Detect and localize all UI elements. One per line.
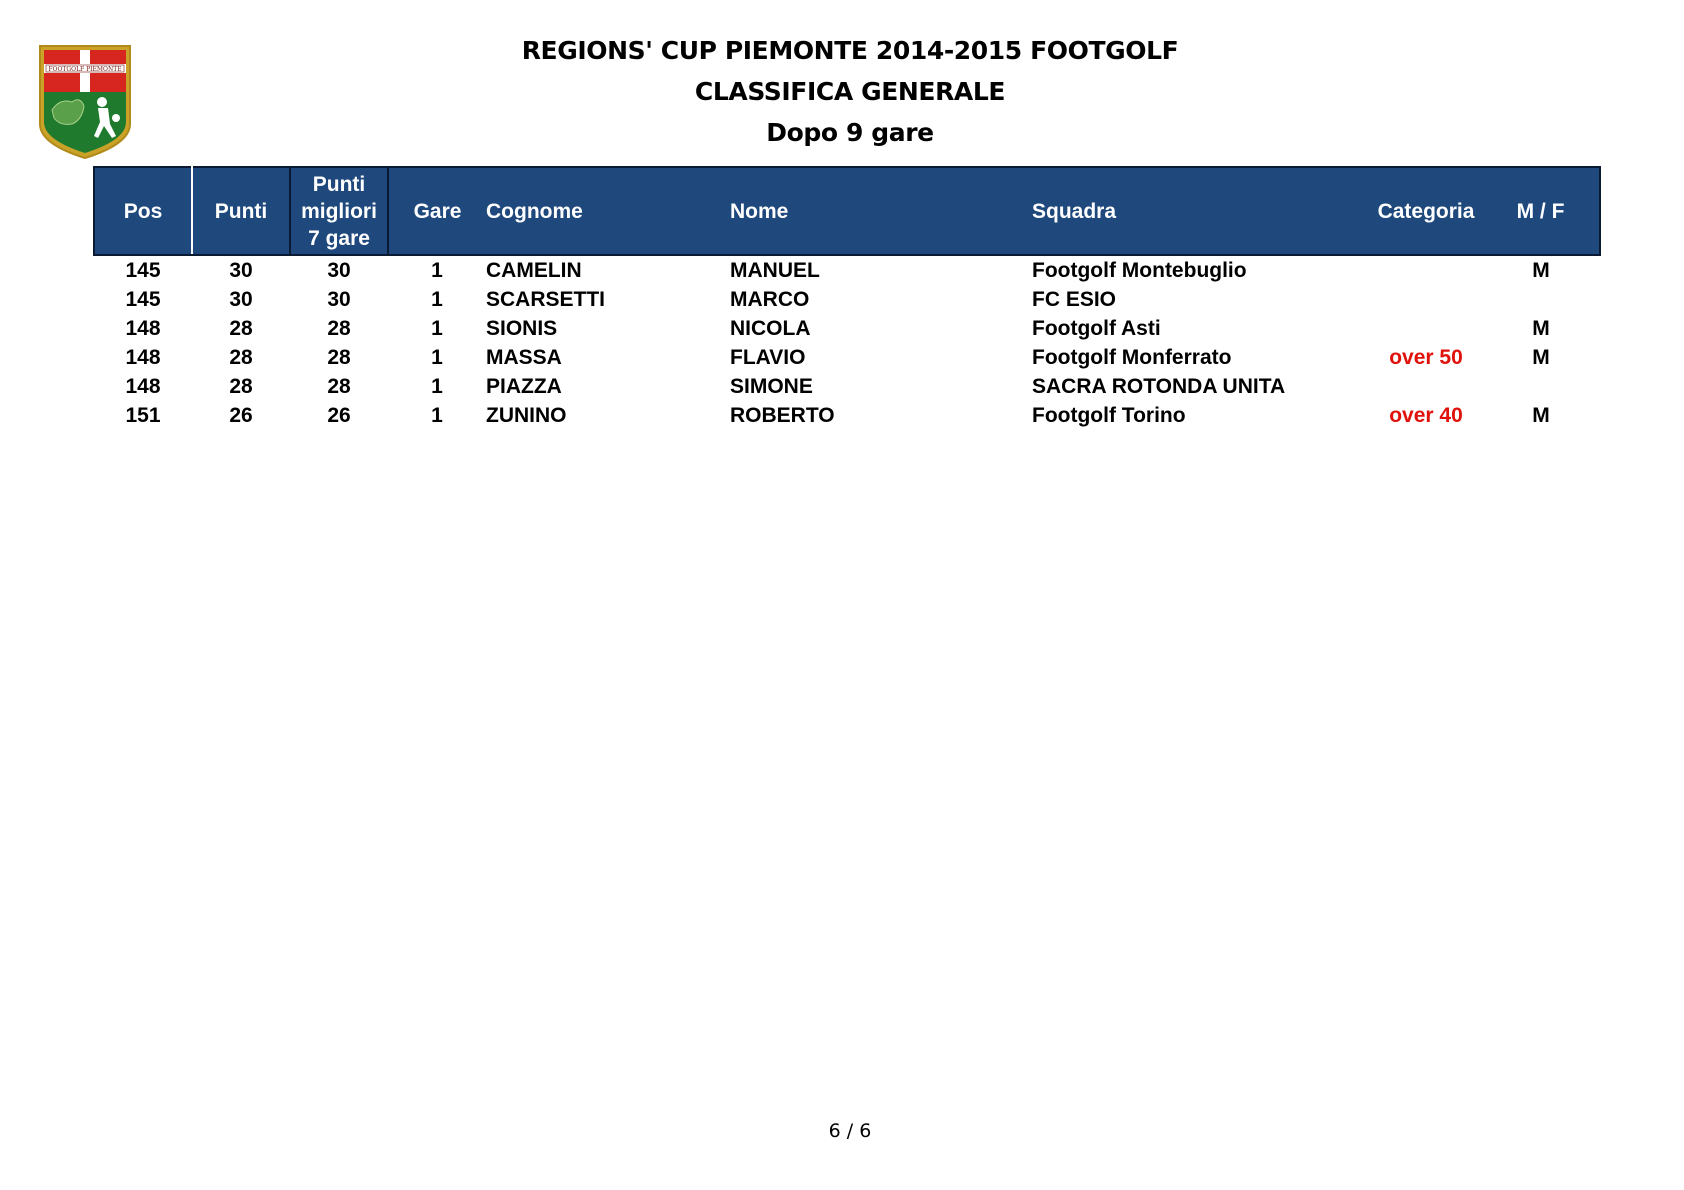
page-title: REGIONS' CUP PIEMONTE 2014-2015 FOOTGOLF — [521, 36, 1179, 65]
col-header-mf: M / F — [1482, 167, 1600, 255]
cell-mf — [1482, 372, 1600, 401]
col-header-punti-migliori-line1: Punti — [312, 172, 366, 196]
table-row — [94, 255, 1600, 285]
document-header — [0, 30, 1684, 153]
cell-cognome: MASSA — [486, 346, 562, 369]
table-row — [94, 314, 1600, 343]
cell-punti-migliori: 28 — [327, 375, 351, 398]
cell-cognome: ZUNINO — [486, 404, 567, 427]
cell-punti-migliori: 28 — [327, 346, 351, 369]
cell-squadra: Footgolf Montebuglio — [1032, 259, 1247, 282]
cell-cognome: SIONIS — [486, 317, 558, 340]
cell-gare: 1 — [431, 346, 443, 369]
cell-punti-migliori: 26 — [327, 404, 351, 427]
cell-squadra: Footgolf Asti — [1032, 317, 1161, 340]
table-header-row — [94, 167, 1600, 255]
cell-mf: M — [1532, 346, 1550, 369]
cell-squadra: Footgolf Torino — [1032, 404, 1186, 427]
cell-pos: 148 — [125, 346, 161, 369]
page-number: 6 / 6 — [828, 1120, 872, 1142]
col-header-nome: Nome — [730, 167, 1032, 255]
cell-punti: 28 — [229, 317, 253, 340]
logo-text: FOOTGOLF PIEMONTE — [48, 66, 122, 73]
cell-squadra: Footgolf Monferrato — [1032, 346, 1232, 369]
cell-nome: ROBERTO — [730, 404, 835, 427]
cell-nome: MANUEL — [730, 259, 820, 282]
cell-categoria: over 40 — [1389, 404, 1463, 427]
cell-mf — [1482, 285, 1600, 314]
cell-nome: MARCO — [730, 288, 810, 311]
cell-mf: M — [1532, 259, 1550, 282]
cell-punti: 30 — [229, 288, 253, 311]
col-header-punti-migliori-line2: migliori — [301, 199, 377, 223]
cell-mf: M — [1532, 404, 1550, 427]
col-header-cognome: Cognome — [486, 167, 730, 255]
cell-gare: 1 — [431, 375, 443, 398]
races-count-label: Dopo 9 gare — [766, 118, 934, 147]
col-header-categoria: Categoria — [1370, 167, 1482, 255]
col-header-punti-migliori-line3: 7 gare — [308, 226, 370, 250]
cell-categoria — [1370, 285, 1482, 314]
cell-cognome: CAMELIN — [486, 259, 582, 282]
col-header-punti: Punti — [192, 167, 290, 255]
table-row — [94, 401, 1600, 430]
cell-gare: 1 — [431, 288, 443, 311]
cell-pos: 151 — [125, 404, 161, 427]
cell-categoria — [1370, 314, 1482, 343]
cell-punti: 28 — [229, 346, 253, 369]
cell-mf: M — [1532, 317, 1550, 340]
cell-categoria — [1370, 372, 1482, 401]
cell-punti-migliori: 30 — [327, 259, 351, 282]
cell-gare: 1 — [431, 404, 443, 427]
cell-cognome: PIAZZA — [486, 375, 562, 398]
cell-pos: 148 — [125, 375, 161, 398]
page-subtitle: CLASSIFICA GENERALE — [694, 77, 1006, 106]
cell-pos: 148 — [125, 317, 161, 340]
cell-punti: 30 — [229, 259, 253, 282]
cell-gare: 1 — [431, 259, 443, 282]
cell-punti-migliori: 28 — [327, 317, 351, 340]
col-header-pos: Pos — [94, 167, 192, 255]
cell-gare: 1 — [431, 317, 443, 340]
cell-nome: SIMONE — [730, 375, 813, 398]
cell-nome: NICOLA — [730, 317, 811, 340]
cell-pos: 145 — [125, 288, 161, 311]
col-header-gare: Gare — [388, 167, 486, 255]
cell-squadra: FC ESIO — [1032, 288, 1117, 311]
table-row — [94, 285, 1600, 314]
table-row — [94, 343, 1600, 372]
standings-table — [93, 166, 1601, 430]
cell-squadra: SACRA ROTONDA UNITA — [1032, 375, 1286, 398]
cell-pos: 145 — [125, 259, 161, 282]
col-header-squadra: Squadra — [1032, 167, 1370, 255]
cell-punti-migliori: 30 — [327, 288, 351, 311]
cell-nome: FLAVIO — [730, 346, 806, 369]
table-row — [94, 372, 1600, 401]
col-header-punti-migliori — [290, 167, 388, 255]
cell-cognome: SCARSETTI — [486, 288, 606, 311]
cell-categoria: over 50 — [1389, 346, 1463, 369]
cell-punti: 28 — [229, 375, 253, 398]
cell-punti: 26 — [229, 404, 253, 427]
cell-categoria — [1370, 255, 1482, 285]
